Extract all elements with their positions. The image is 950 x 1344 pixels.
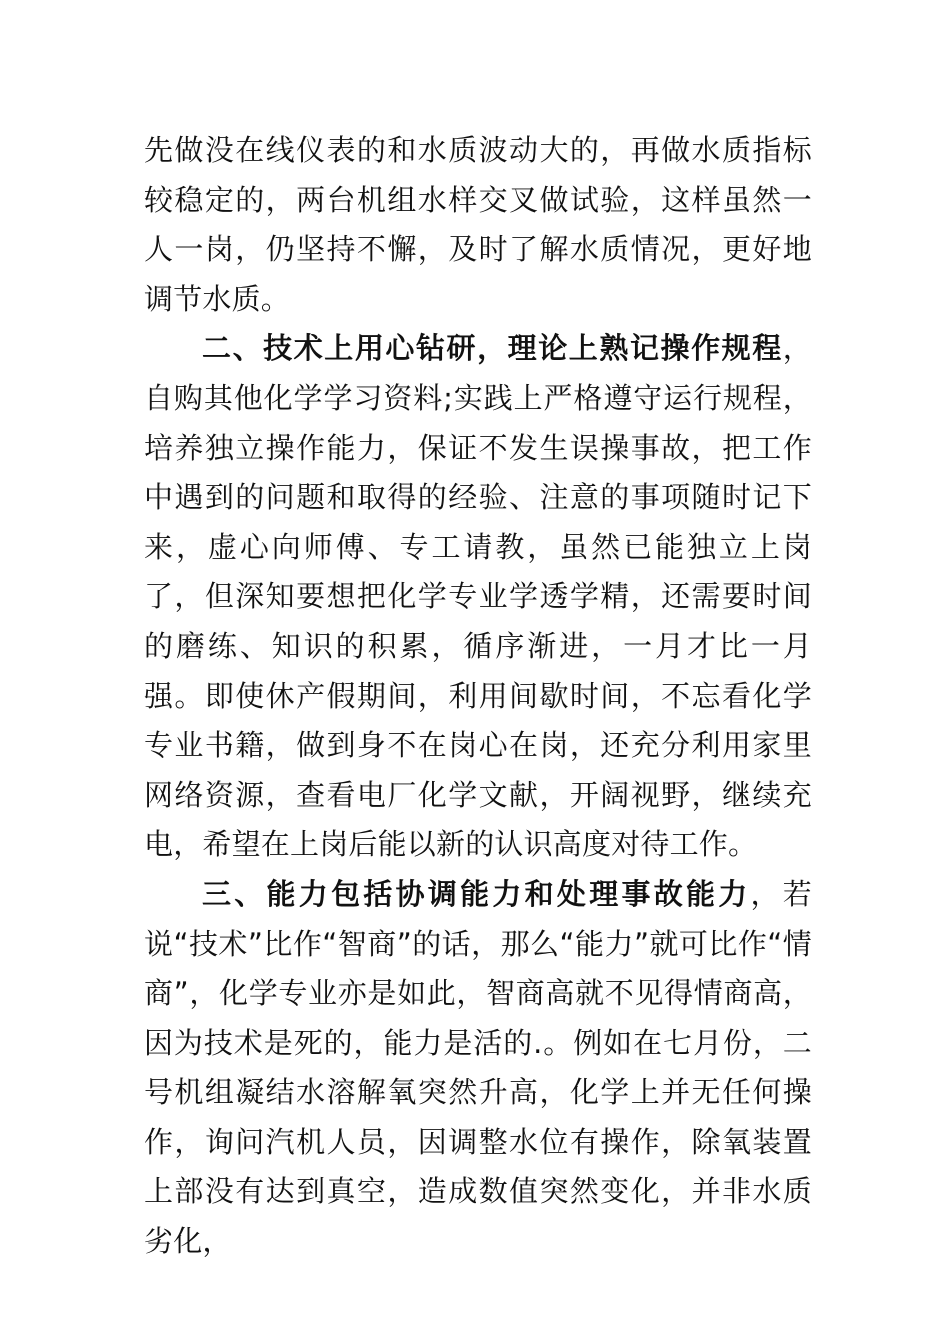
paragraph-section-two <box>144 324 812 870</box>
paragraph-section-three <box>144 870 812 1267</box>
paragraph-continuation <box>144 126 812 324</box>
paragraph-text: 先做没在线仪表的和水质波动大的，再做水质指标较稳定的，两台机组水样交叉做试验，这样虽然一人一岗，仍坚持不懈，及时了解水质情况，更好地调节水质。 <box>144 133 812 316</box>
document-body <box>144 126 812 1267</box>
paragraph-text: ，自购其他化学学习资料;实践上严格遵守运行规程，培养独立操作能力，保证不发生误操事故，把工作中遇到的问题和取得的经验、注意的事项随时记下来，虚心向师傅、专工请教，虽然已能独立上岗了，但深知要想把化学专业学透学精，还需要时间的磨练、知识的积累，循序渐进，一月才比一月强。即使休产假期间，利用间歇时间，不忘看化学专业书籍，做到身不在岗心在岗，还充分利用家里网络资源，查看电厂化学文献，开阔视野，继续充电，希望在上岗后能以新的认识高度对待工作。 <box>144 331 812 862</box>
section-two-heading: 二、技术上用心钻研，理论上熟记操作规程 <box>202 331 783 366</box>
section-three-heading: 三、能力包括协调能力和处理事故能力 <box>202 876 751 911</box>
paragraph-text: ，若说“技术”比作“智商”的话，那么“能力”就可比作“情商”，化学专业亦是如此，智商高就不见得情商高，因为技术是死的，能力是活的.。例如在七月份，二号机组凝结水溶解氧突然升高，化学上并无任何操作，询问汽机人员，因调整水位有操作，除氧装置上部没有达到真空，造成数值突然变化，并非水质劣化， <box>144 876 812 1259</box>
